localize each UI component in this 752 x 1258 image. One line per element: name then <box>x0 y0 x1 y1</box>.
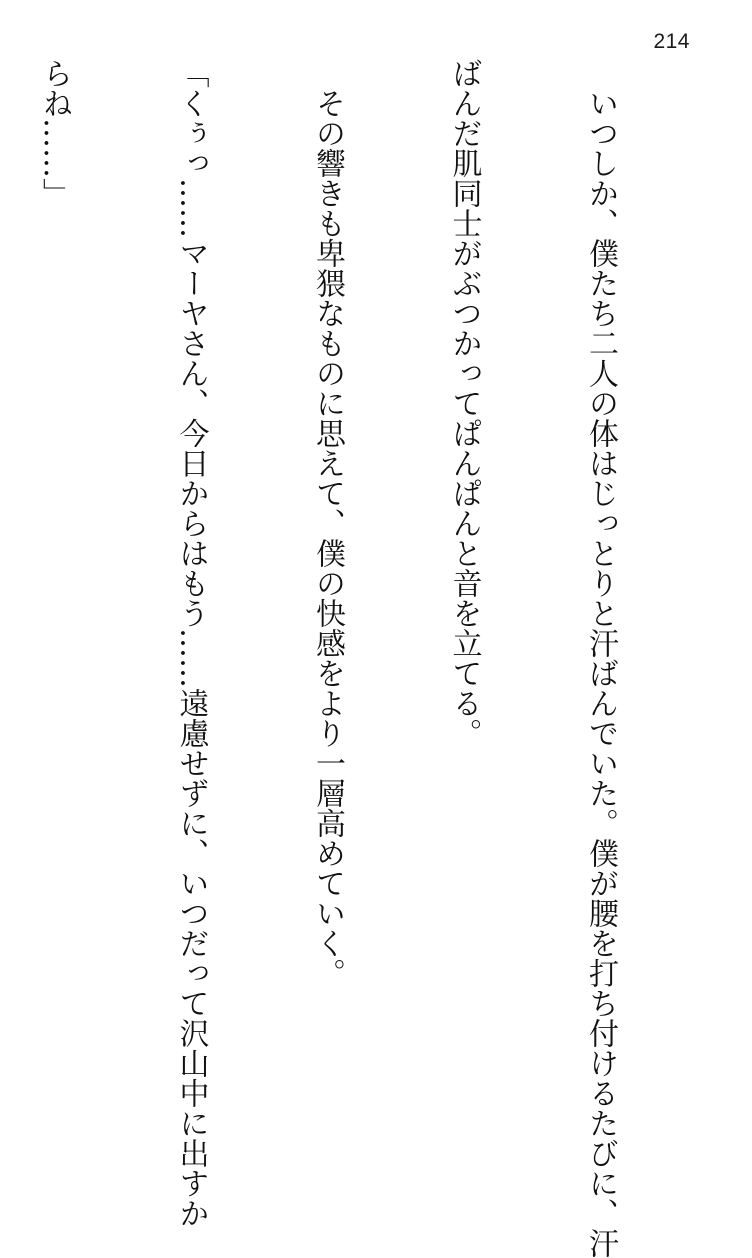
text-line: 「くぅっ……マーヤさん、今日からはもう……遠慮せずに、いつだって沢山中に出すか <box>173 58 209 1228</box>
page-number: 214 <box>653 30 690 53</box>
vertical-text-body <box>0 58 714 1258</box>
text-line: その響きも卑猥なものに思えて、僕の快感をより一層高めていく。 <box>310 58 345 988</box>
text-line: らね……」 <box>37 58 72 208</box>
text-line: いつしか、僕たち二人の体はじっとりと汗ばんでいた。僕が腰を打ち付けるたびに、汗 <box>583 58 618 1258</box>
text-line: ばんだ肌同士がぶつかってぱんぱんと音を立てる。 <box>446 58 482 748</box>
